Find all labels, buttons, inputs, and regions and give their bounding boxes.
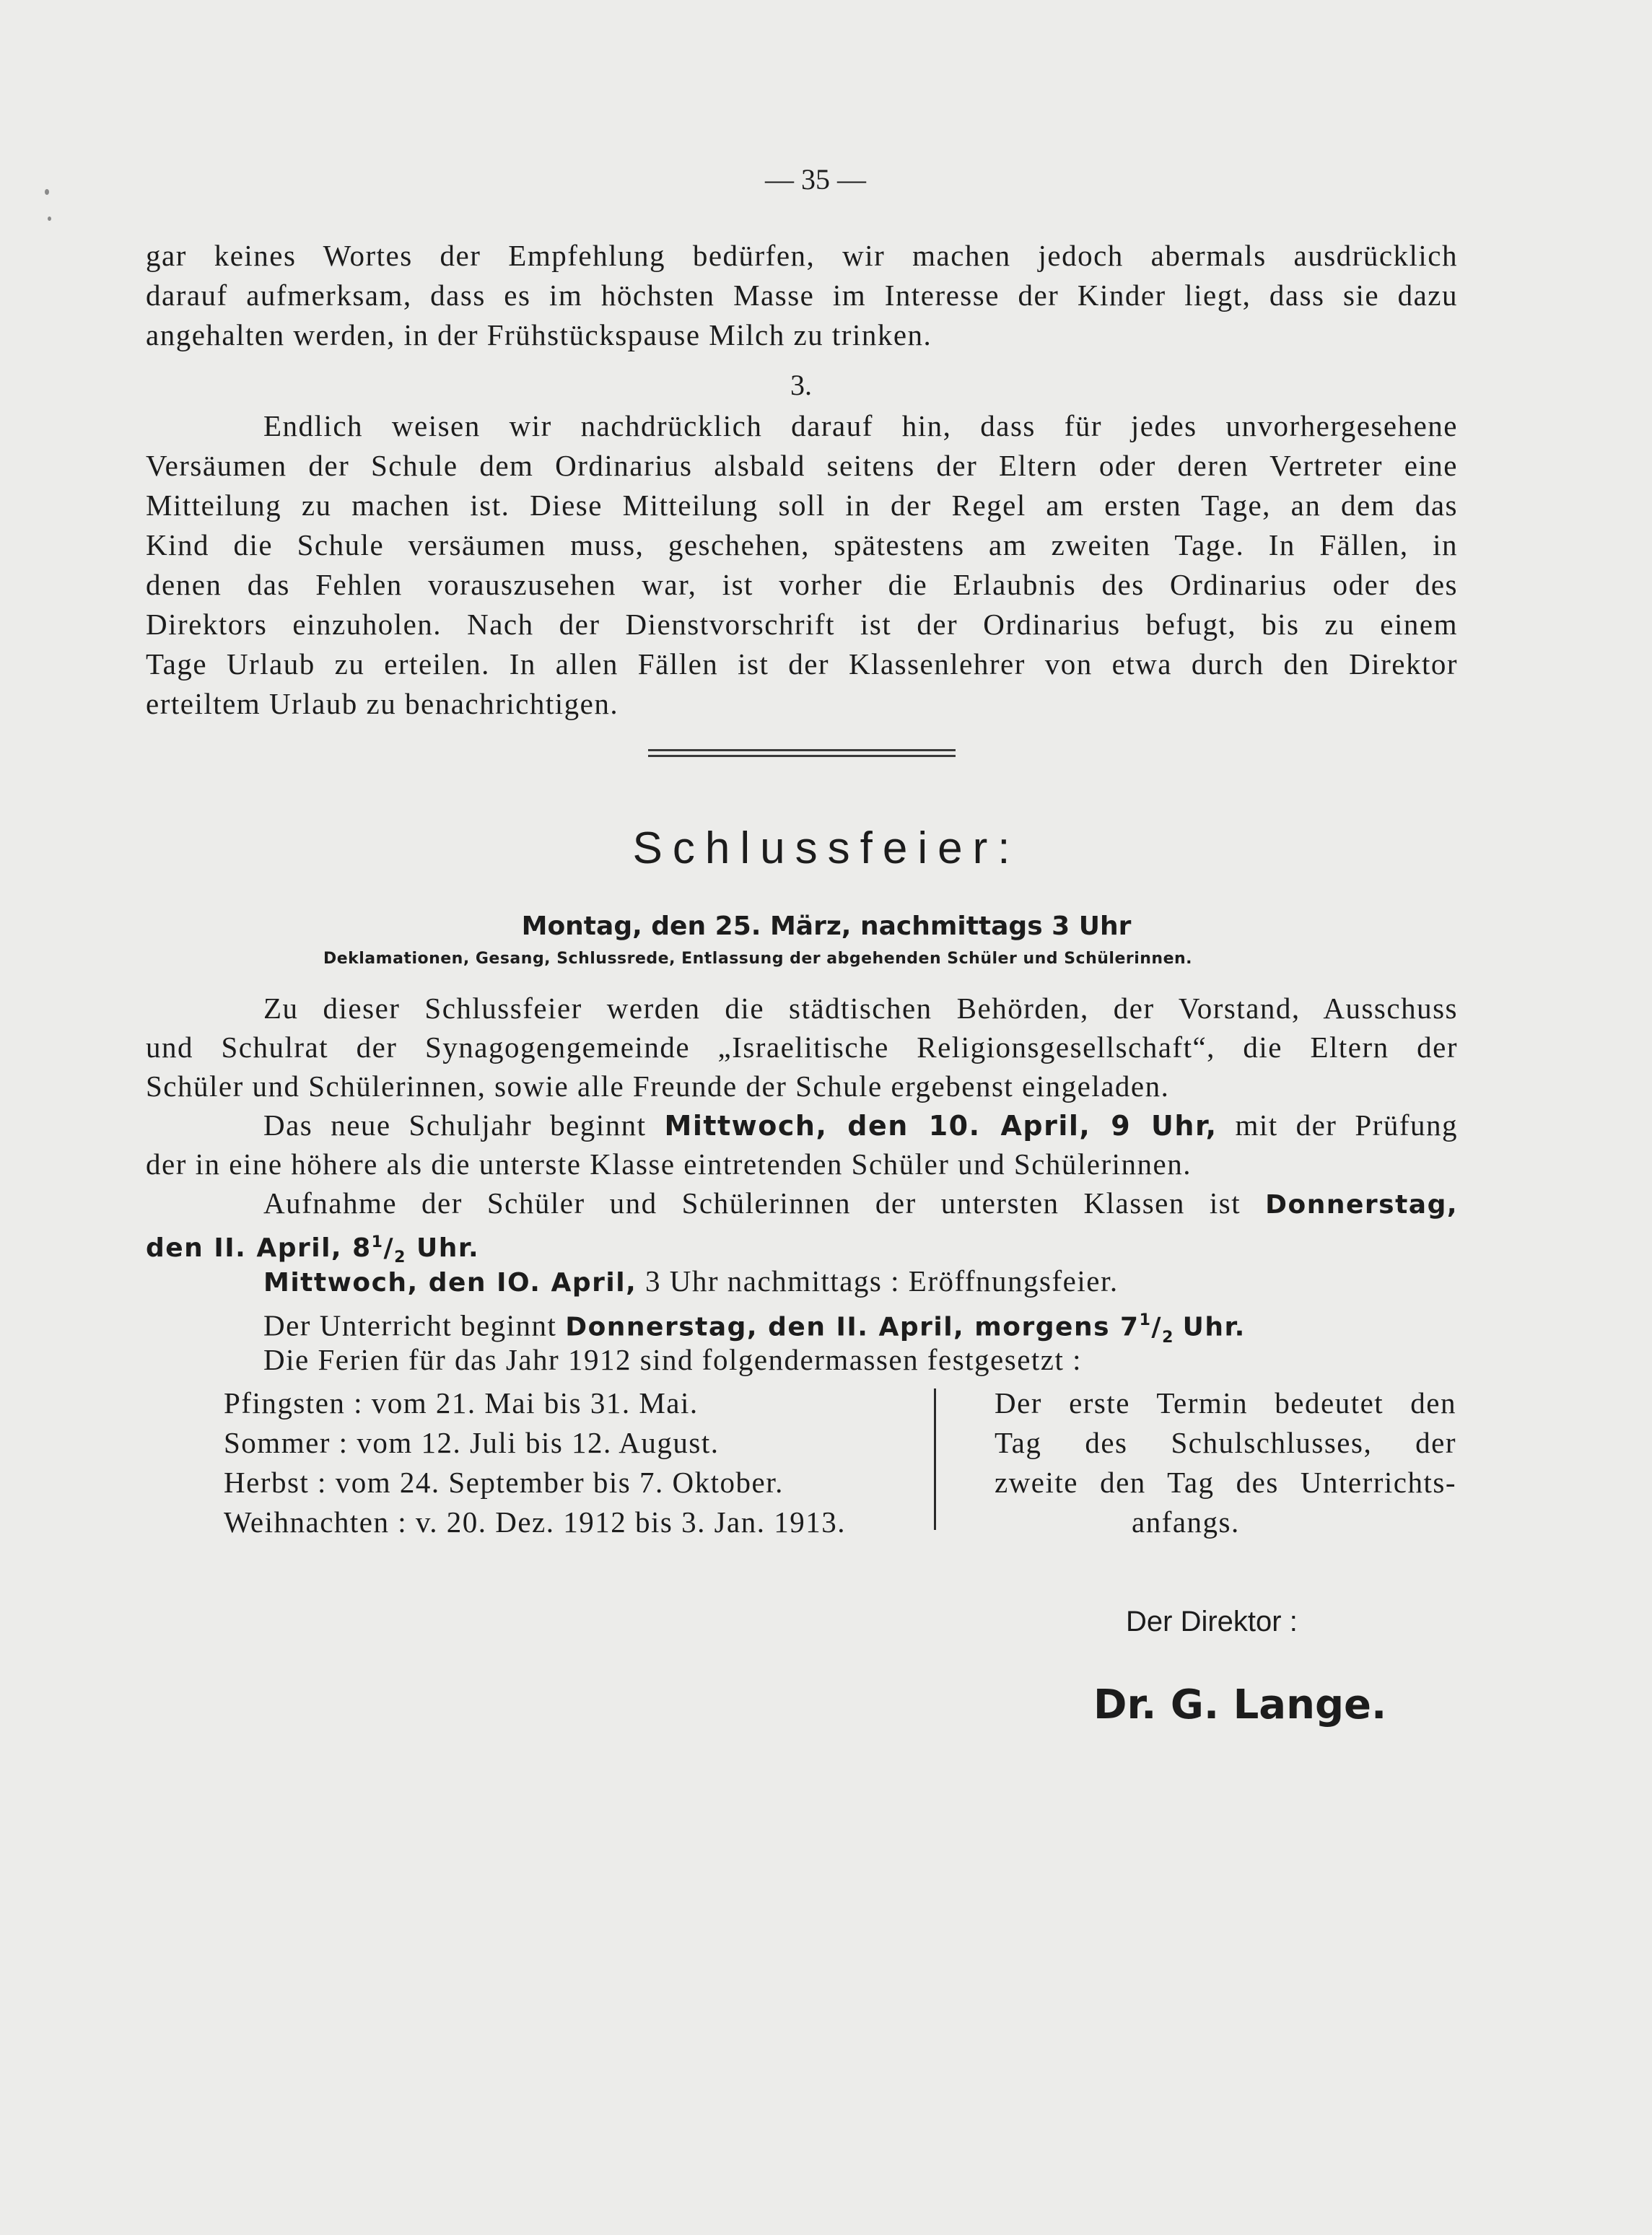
lessons-frac-den: 2	[1162, 1328, 1174, 1347]
divider-rule-top	[648, 749, 956, 751]
scan-speck	[45, 189, 49, 195]
ceremony-program: Deklamationen, Gesang, Schlussrede, Entlassung der abgehenden Schüler und Schülerinnen.	[323, 950, 1193, 968]
admission-lead: Aufnahme der Schüler und Schülerinnen der untersten Klassen ist	[263, 1186, 1241, 1220]
section3-line: Tage Urlaub zu erteilen. In allen Fällen ist der Klassenlehrer von etwa durch den Direktor	[146, 647, 1458, 681]
holiday-note-line: Der erste Termin bedeutet den	[995, 1386, 1456, 1420]
holiday-note-line: Tag des Schulschlusses, der	[995, 1426, 1456, 1459]
holiday-item: Pfingsten : vom 21. Mai bis 31. Mai.	[224, 1386, 699, 1420]
section-number: 3.	[790, 369, 812, 401]
invitation-line: Schüler und Schülerinnen, sowie alle Freunde der Schule ergebenst eingeladen.	[146, 1070, 1170, 1103]
section3-line: denen das Fehlen vorauszusehen war, ist vorher die Erlaubnis des Ordinarius oder des	[146, 568, 1458, 601]
admission-frac-num: 1	[371, 1233, 384, 1251]
signature-name: Dr. G. Lange.	[1093, 1681, 1387, 1728]
new-year-tail: mit der Prüfung	[1235, 1108, 1458, 1142]
opening-line	[263, 1261, 1119, 1303]
lessons-date: Donnerstag, den II. April, morgens 7	[565, 1312, 1140, 1342]
invitation-line: Zu dieser Schlussfeier werden die städtischen Behörden, der Vorstand, Ausschuss	[263, 992, 1458, 1025]
intro-line: angehalten werden, in der Frühstückspause Milch zu trinken.	[146, 318, 932, 351]
section3-line: Kind die Schule versäumen muss, geschehen, spätestens am zweiten Tage. In Fällen, in	[146, 528, 1458, 561]
divider-rule-bottom	[648, 755, 956, 757]
section3-line: Direktors einzuholen. Nach der Dienstvorschrift ist der Ordinarius befugt, bis zu einem	[146, 608, 1458, 641]
admission-frac-den: 2	[394, 1248, 406, 1267]
intro-line: gar keines Wortes der Empfehlung bedürfen, wir machen jedoch abermals ausdrücklich	[146, 239, 1458, 272]
holiday-item: Sommer : vom 12. Juli bis 12. August.	[224, 1426, 720, 1459]
section3-line: erteiltem Urlaub zu benachrichtigen.	[146, 687, 619, 720]
section3-line: Versäumen der Schule dem Ordinarius alsbald seitens der Eltern oder deren Vertreter eine	[146, 449, 1458, 482]
new-year-line2: der in eine höhere als die unterste Klasse eintretenden Schüler und Schülerinnen.	[146, 1147, 1192, 1181]
holidays-intro: Die Ferien für das Jahr 1912 sind folgendermassen festgesetzt :	[263, 1343, 1083, 1376]
section3-line: Endlich weisen wir nachdrücklich darauf hin, dass für jedes unvorhergesehene	[263, 409, 1458, 442]
admission-time-unit: Uhr.	[416, 1233, 480, 1263]
new-year-line	[263, 1106, 1458, 1146]
opening-date: Mittwoch, den IO. April,	[263, 1268, 637, 1298]
page-number: — 35 —	[765, 163, 866, 196]
intro-line: darauf aufmerksam, dass es im höchsten Masse im Interesse der Kinder liegt, dass sie dazu	[146, 279, 1458, 312]
lessons-frac-sep: /	[1151, 1312, 1163, 1342]
holiday-item: Weihnachten : v. 20. Dez. 1912 bis 3. Jan. 1913.	[224, 1505, 846, 1539]
signature-label: Der Direktor :	[1126, 1606, 1298, 1637]
admission-line	[263, 1184, 1458, 1225]
holiday-item: Herbst : vom 24. September bis 7. Oktober.	[224, 1466, 784, 1499]
holiday-note-line: anfangs.	[1132, 1505, 1240, 1539]
ceremony-date: Montag, den 25. März, nachmittags 3 Uhr	[521, 911, 1132, 941]
holiday-brace	[924, 1388, 936, 1530]
opening-tail: 3 Uhr nachmittags : Eröffnungsfeier.	[645, 1264, 1119, 1298]
admission-frac-sep: /	[383, 1233, 395, 1263]
section3-line: Mitteilung zu machen ist. Diese Mitteilung soll in der Regel am ersten Tage, an dem das	[146, 489, 1458, 522]
invitation-line: und Schulrat der Synagogengemeinde „Israelitische Religionsgesellschaft“, die Eltern der	[146, 1031, 1458, 1064]
lessons-time-unit: Uhr.	[1182, 1312, 1246, 1342]
lessons-frac-num: 1	[1139, 1311, 1152, 1329]
holiday-note-line: zweite den Tag des Unterrichts-	[995, 1466, 1456, 1499]
admission-date: den II. April, 8	[146, 1233, 372, 1263]
scan-speck	[48, 216, 51, 221]
new-year-lead: Das neue Schuljahr beginnt	[263, 1108, 647, 1142]
lessons-lead: Der Unterricht beginnt	[263, 1308, 557, 1342]
ceremony-title: Schlussfeier:	[632, 823, 1021, 873]
new-year-date: Mittwoch, den 10. April, 9 Uhr,	[664, 1110, 1218, 1142]
admission-day: Donnerstag,	[1265, 1190, 1459, 1220]
